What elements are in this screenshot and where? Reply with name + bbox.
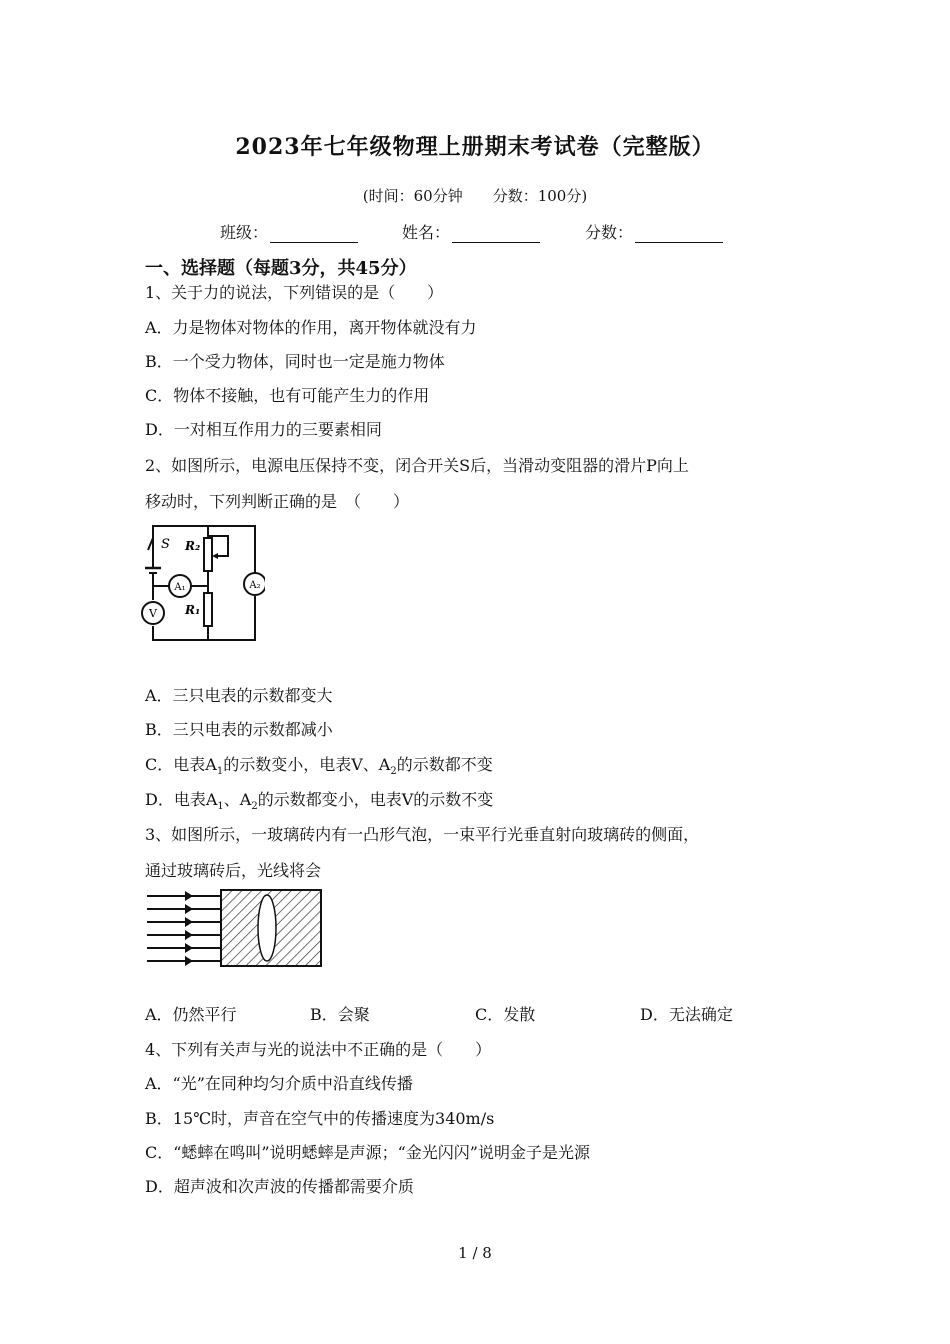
q2-option-d <box>145 787 493 812</box>
page-number: 1 / 8 <box>458 1244 492 1262</box>
v-label: V <box>149 607 157 620</box>
class-field <box>220 220 358 243</box>
exam-time-score: (时间：60分钟 分数：100分) <box>362 187 588 205</box>
q2-option-b: B．三只电表的示数都减小 <box>145 720 333 739</box>
subscript-1: 1 <box>217 801 224 813</box>
score-label: 分数： <box>585 223 634 242</box>
air-bubble <box>258 895 276 961</box>
class-blank <box>270 228 358 243</box>
q2-stem-line1: 2、如图所示，电源电压保持不变，闭合开关S后，当滑动变阻器的滑片P向上 <box>145 456 689 475</box>
q3-option-c: C．发散 <box>475 1005 536 1024</box>
q4-option-a: A．“光”在同种均匀介质中沿直线传播 <box>145 1074 413 1093</box>
score-blank <box>635 228 723 243</box>
q2-c-text-3: 的示数都不变 <box>396 755 493 774</box>
q1-option-c: C．物体不接触，也有可能产生力的作用 <box>145 386 430 405</box>
q2-c-text-2: 的示数变小，电表V、A <box>223 755 391 774</box>
q2-d-text-1: D．电表A <box>145 790 218 809</box>
subscript-2: 2 <box>251 801 258 813</box>
q3-option-d: D．无法确定 <box>640 1005 733 1024</box>
switch-label: S <box>161 537 170 552</box>
resistor-r2 <box>204 538 212 571</box>
score-field <box>585 220 723 243</box>
glass-brick-diagram <box>145 888 325 970</box>
q3-stem-line2: 通过玻璃砖后，光线将会 <box>145 861 322 880</box>
q1-option-a: A．力是物体对物体的作用，离开物体就没有力 <box>145 318 477 337</box>
resistor-r1 <box>204 593 212 626</box>
q2-option-c <box>145 752 493 777</box>
q4-option-d: D．超声波和次声波的传播都需要介质 <box>145 1177 414 1196</box>
name-blank <box>452 228 540 243</box>
name-label: 姓名： <box>402 223 451 242</box>
q2-option-a: A．三只电表的示数都变大 <box>145 686 333 705</box>
name-field <box>402 220 540 243</box>
q2-c-text-1: C．电表A <box>145 755 217 774</box>
subscript-2: 2 <box>390 766 397 778</box>
a2-label: A₂ <box>249 580 261 591</box>
a1-label: A₁ <box>174 582 186 593</box>
q1-option-b: B．一个受力物体，同时也一定是施力物体 <box>145 352 445 371</box>
q3-option-a: A．仍然平行 <box>145 1005 237 1024</box>
light-rays <box>147 891 220 966</box>
q2-stem-line2: 移动时，下列判断正确的是 （ ） <box>145 492 410 511</box>
subscript-1: 1 <box>216 766 224 778</box>
q4-option-b: B．15℃时，声音在空气中的传播速度为340m/s <box>145 1109 495 1128</box>
q4-option-c: C．“蟋蟀在鸣叫”说明蟋蟀是声源；“金光闪闪”说明金子是光源 <box>145 1143 590 1162</box>
page-title: 2023年七年级物理上册期末考试卷（完整版） <box>235 134 715 160</box>
q3-stem-line1: 3、如图所示，一玻璃砖内有一凸形气泡，一束平行光垂直射向玻璃砖的侧面， <box>145 825 700 844</box>
q2-d-text-2: 、A <box>223 790 252 809</box>
r2-label: R₂ <box>185 539 201 553</box>
q1-stem: 1、关于力的说法，下列错误的是（ ） <box>145 283 444 302</box>
q3-option-b: B．会聚 <box>310 1005 370 1024</box>
circuit-diagram <box>140 518 265 648</box>
class-label: 班级： <box>220 223 269 242</box>
q2-d-text-3: 的示数都变小，电表V的示数不变 <box>257 790 494 809</box>
section-title: 一、选择题（每题3分，共45分） <box>145 258 417 279</box>
r1-label: R₁ <box>185 603 201 617</box>
q1-option-d: D．一对相互作用力的三要素相同 <box>145 420 382 439</box>
q4-stem: 4、下列有关声与光的说法中不正确的是（ ） <box>145 1040 492 1059</box>
